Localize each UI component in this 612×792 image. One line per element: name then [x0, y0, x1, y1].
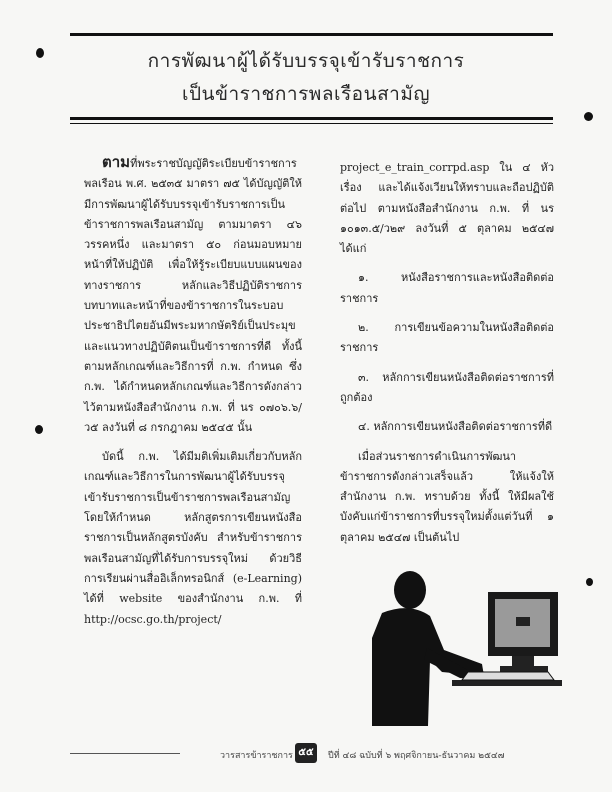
screen-icon — [516, 617, 530, 626]
page-footer — [70, 745, 553, 763]
paragraph-intro — [84, 152, 302, 438]
scan-speck — [584, 112, 593, 121]
footer-journal: วารสารข้าราชการ — [220, 751, 293, 761]
list-item: ๒. การเขียนข้อความในหนังสือติดต่อราชการ — [340, 321, 554, 355]
person-at-computer-illustration — [372, 568, 562, 726]
page-title-line1: การพัฒนาผู้ได้รับบรรจุเข้ารับราชการ — [147, 50, 465, 72]
scan-speck — [35, 425, 43, 434]
paragraph-intro-text: ที่พระราชบัญญัติระเบียบข้าราชการพลเรือน พ.ศ. ๒๕๓๕ มาตรา ๗๕ ได้บัญญัติให้มีการพัฒนาผู้ได้รับบรรจุเข้ารับราชการเป็นข้าราชการพลเรือนสามัญ ตามมาตรา ๔๖ วรรคหนึ่ง และมาตรา ๕๐ ก่อนมอบหมายหน้าที่ให้ปฏิบัติ เพื่อให้รู้ระเบียบแบบแผนของทางราชการ หลักและวิธีปฏิบัติราชการ บทบาทและหน้าที่ของข้าราชการในระบอบประชาธิปไตยอันมีพระมหากษัตริย์เป็นประมุข และแนวทางปฏิบัติตนเป็นข้าราชการที่ดี ทั้งนี้ ตามหลักเกณฑ์และวิธีการที่ ก.พ. กำหนด ซึ่ง ก.พ. ได้กำหนดหลักเกณฑ์และวิธีการดังกล่าวไว้ตามหนังสือสำนักงาน ก.พ. ที่ นร ๐๗๐๖.๖/ว๕ ลงวันที่ ๘ กรกฎาคม ๒๕๔๕ นั้น — [84, 157, 302, 434]
lead-word: ตาม — [102, 153, 131, 171]
left-column — [84, 152, 302, 630]
page-number: ๕๕ — [295, 743, 317, 763]
scan-speck — [586, 578, 593, 586]
keyboard — [462, 672, 554, 680]
person-head — [394, 571, 426, 609]
footer-rule-left — [70, 753, 180, 754]
right-column — [340, 158, 554, 548]
footer-issue: ปีที่ ๔๘ ฉบับที่ ๖ พฤศจิกายน-ธันวาคม ๒๕๔๗ — [328, 751, 505, 761]
list-item: ๔. หลักการเขียนหนังสือติดต่อราชการที่ดี — [358, 420, 553, 434]
monitor-stand — [512, 656, 534, 666]
person-body — [372, 608, 484, 726]
page-title-line2: เป็นข้าราชการพลเรือนสามัญ — [181, 83, 431, 105]
monitor-base — [500, 666, 548, 672]
paragraph-update: บัดนี้ ก.พ. ได้มีมติเพิ่มเติมเกี่ยวกับหลักเกณฑ์และวิธีการในการพัฒนาผู้ได้รับบรรจุเข้ารับราชการเป็นข้าราชการพลเรือนสามัญ โดยให้กำหนด หลักสูตรการเขียนหนังสือราชการเป็นหลักสูตรบังคับ สำหรับข้าราชการพลเรือนสามัญที่ได้รับการบรรจุใหม่ ด้วยวิธีการเรียนผ่านสื่ออิเล็กทรอนิกส์ (e-Learning) ได้ที่ website ของสำนักงาน ก.พ. ที่ http://ocsc.go.th/project/ — [84, 450, 302, 626]
list-item: ๓. หลักการเขียนหนังสือติดต่อราชการที่ถูกต้อง — [340, 370, 554, 404]
header-rule-top — [70, 33, 553, 36]
paragraph-continued: project_e_train_corrpd.asp ใน ๔ หัวเรื่อง และได้แจ้งเวียนให้ทราบและถือปฏิบัติต่อไป ตามหนังสือสำนักงาน ก.พ. ที่ นร ๑๐๑๓.๕/ว๒๙ ลงวันที่ ๕ ตุลาคม ๒๕๔๗ ได้แก่ — [340, 161, 554, 256]
desk — [452, 680, 562, 686]
list-item: ๑. หนังสือราชการและหนังสือติดต่อราชการ — [340, 271, 554, 305]
paragraph-effective: เมื่อส่วนราชการดำเนินการพัฒนาข้าราชการดังกล่าวเสร็จแล้ว ให้แจ้งให้สำนักงาน ก.พ. ทราบด้วย ทั้งนี้ ให้มีผลใช้บังคับแก่ข้าราชการที่บรรจุใหม่ตั้งแต่วันที่ ๑ ตุลาคม ๒๕๔๗ เป็นต้นไป — [340, 449, 554, 544]
header-rule-bottom — [70, 117, 553, 120]
header-rule-thin — [70, 123, 553, 124]
